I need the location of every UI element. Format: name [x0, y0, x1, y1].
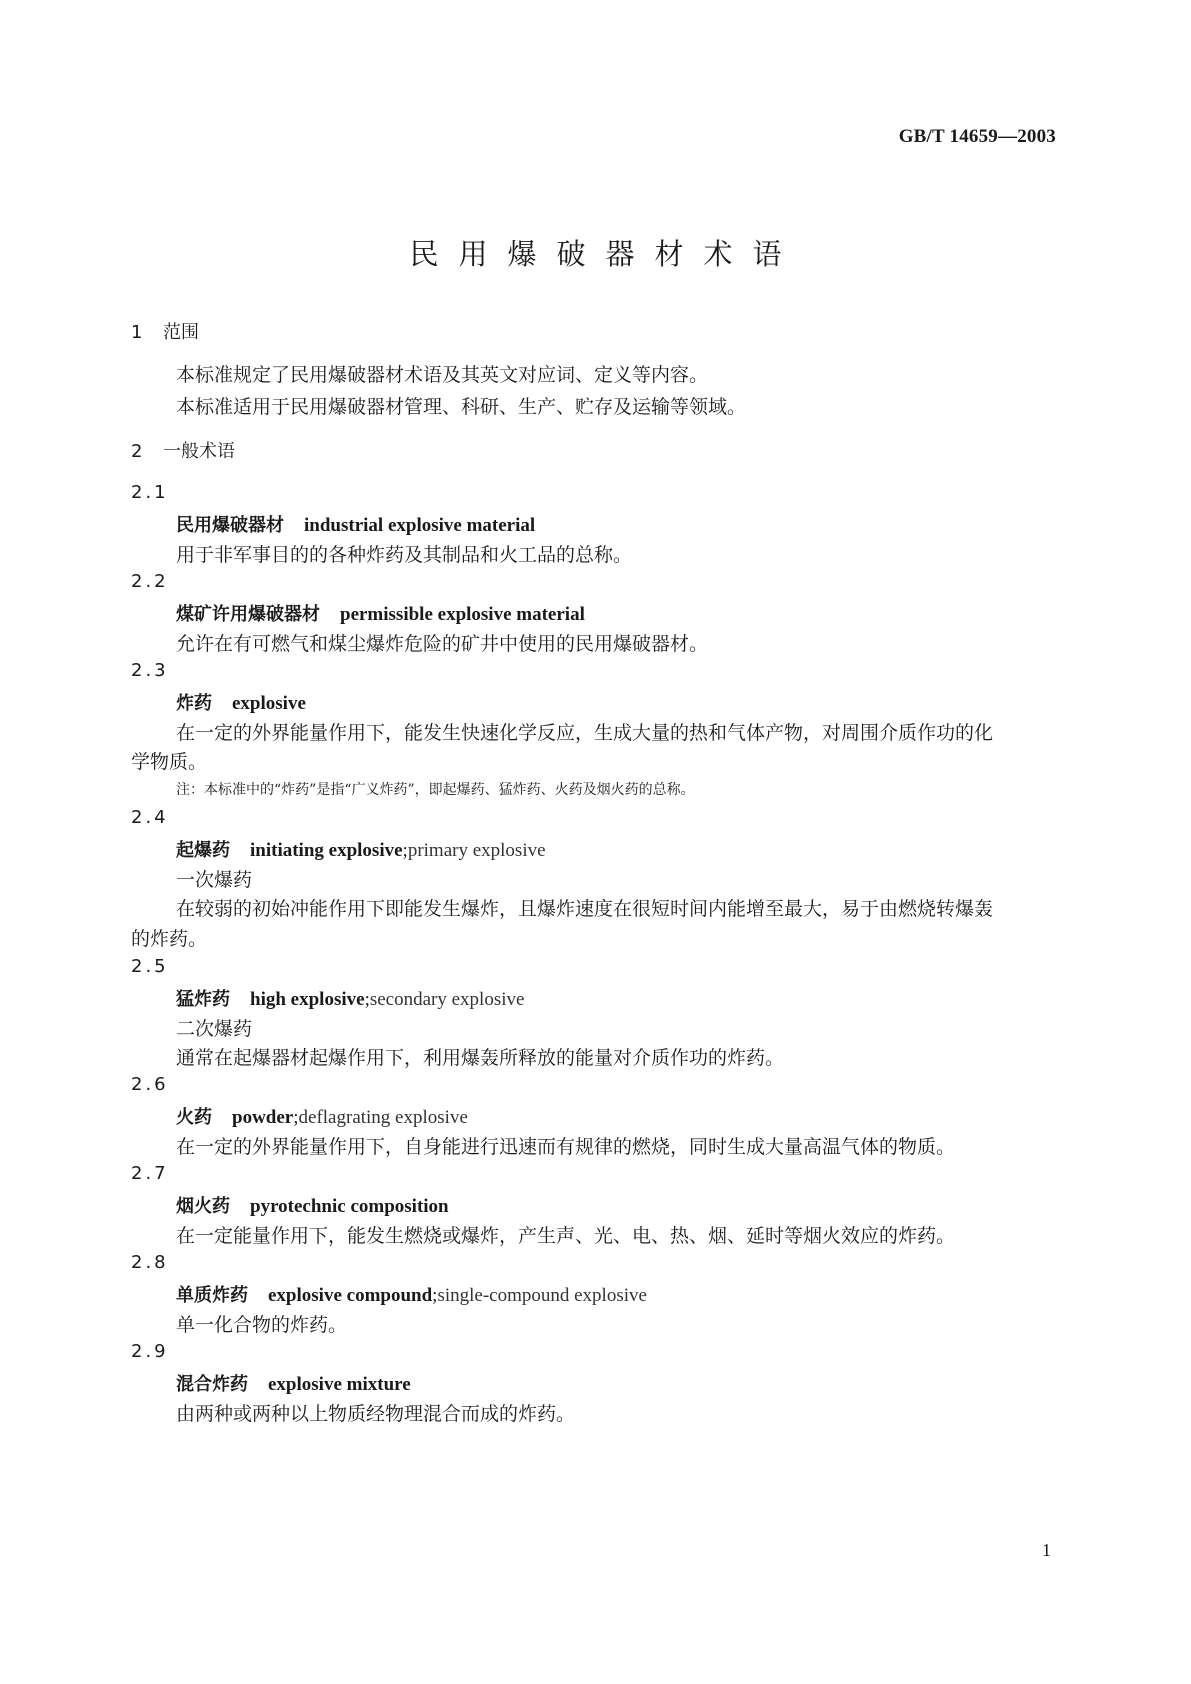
term-entry	[176, 689, 306, 715]
term-number: 2.1	[131, 482, 169, 503]
section-title: 一般术语	[163, 441, 235, 462]
term-english-alternate: secondary explosive	[369, 989, 525, 1010]
term-chinese: 起爆药	[176, 840, 230, 861]
section-number: 1	[131, 322, 143, 343]
term-entry	[176, 1192, 449, 1218]
term-chinese: 民用爆破器材	[176, 515, 284, 536]
page-number: 1	[1042, 1540, 1051, 1560]
term-definition: 用于非军事目的的各种炸药及其制品和火工品的总称。	[176, 544, 633, 566]
section-title: 范围	[163, 322, 199, 343]
term-entry: 火药 powder;deflagrating explosive	[176, 1107, 468, 1128]
term-definition-continued: 的炸药。	[131, 928, 208, 950]
term-definition: 单一化合物的炸药。	[176, 1314, 348, 1336]
term-entry: 起爆药 initiating explosive;primary explosive	[176, 840, 546, 861]
term-english: industrial explosive material	[304, 515, 536, 536]
term-number: 2.3	[131, 660, 169, 681]
term-english-alternate: single-compound explosive	[437, 1285, 647, 1306]
term-chinese: 混合炸药	[176, 1374, 248, 1395]
term-definition: 通常在起爆器材起爆作用下，利用爆轰所释放的能量对介质作功的炸药。	[176, 1047, 785, 1069]
term-english-alternate: deflagrating explosive	[298, 1107, 468, 1128]
term-note: 注：本标准中的“炸药”是指“广义炸药”，即起爆药、猛炸药、火药及烟火药的总称。	[176, 782, 695, 798]
term-definition: 在较弱的初始冲能作用下即能发生爆炸，且爆炸速度在很短时间内能增至最大，易于由燃烧转爆轰	[176, 898, 994, 920]
term-chinese: 猛炸药	[176, 989, 230, 1010]
section-heading-general-terms	[131, 437, 235, 463]
term-number: 2.2	[131, 571, 169, 592]
section-number: 2	[131, 441, 143, 462]
term-entry: 单质炸药 explosive compound;single-compound explosive	[176, 1285, 647, 1306]
term-english: powder	[232, 1107, 294, 1128]
term-number: 2.9	[131, 1341, 169, 1362]
term-entry	[176, 1370, 411, 1396]
term-english: explosive	[232, 693, 306, 714]
term-number: 2.4	[131, 807, 169, 828]
standard-number: GB/T 14659—2003	[898, 126, 1056, 147]
term-entry	[176, 600, 585, 626]
term-number: 2.5	[131, 956, 169, 977]
term-english: high explosive	[250, 989, 365, 1010]
term-english: permissible explosive material	[340, 604, 585, 625]
term-chinese: 烟火药	[176, 1196, 230, 1217]
term-chinese: 火药	[176, 1107, 212, 1128]
term-english: explosive mixture	[268, 1374, 411, 1395]
term-english-alternate: primary explosive	[407, 840, 546, 861]
term-number: 2.8	[131, 1252, 169, 1273]
term-synonym: 二次爆药	[176, 1018, 253, 1040]
term-chinese: 炸药	[176, 693, 212, 714]
scope-paragraph: 本标准适用于民用爆破器材管理、科研、生产、贮存及运输等领域。	[176, 396, 747, 418]
term-entry	[176, 511, 535, 537]
term-definition: 由两种或两种以上物质经物理混合而成的炸药。	[176, 1403, 576, 1425]
term-definition: 在一定的外界能量作用下，自身能进行迅速而有规律的燃烧，同时生成大量高温气体的物质。	[176, 1136, 956, 1158]
term-number: 2.6	[131, 1074, 169, 1095]
term-synonym: 一次爆药	[176, 869, 253, 891]
section-heading-scope	[131, 318, 199, 344]
term-definition-continued: 学物质。	[131, 751, 208, 773]
term-english: pyrotechnic composition	[250, 1196, 449, 1217]
term-chinese: 单质炸药	[176, 1285, 248, 1306]
term-definition: 在一定的外界能量作用下，能发生快速化学反应，生成大量的热和气体产物，对周围介质作功的化	[176, 722, 994, 744]
term-english: explosive compound	[268, 1285, 433, 1306]
term-entry: 猛炸药 high explosive;secondary explosive	[176, 989, 525, 1010]
term-chinese: 煤矿许用爆破器材	[176, 604, 320, 625]
term-number: 2.7	[131, 1163, 169, 1184]
term-definition: 允许在有可燃气和煤尘爆炸危险的矿井中使用的民用爆破器材。	[176, 633, 709, 655]
term-definition: 在一定能量作用下，能发生燃烧或爆炸，产生声、光、电、热、烟、延时等烟火效应的炸药。	[176, 1225, 956, 1247]
term-english: initiating explosive	[250, 840, 403, 861]
scope-paragraph: 本标准规定了民用爆破器材术语及其英文对应词、定义等内容。	[176, 364, 709, 386]
document-title: 民用爆破器材术语	[409, 237, 802, 271]
